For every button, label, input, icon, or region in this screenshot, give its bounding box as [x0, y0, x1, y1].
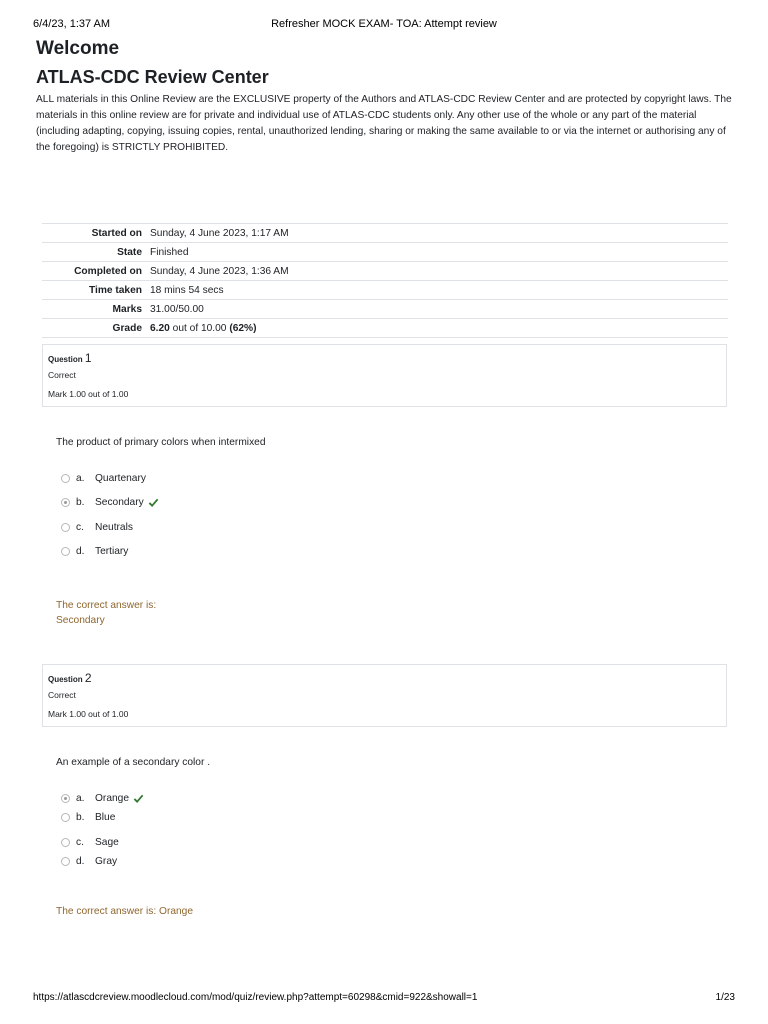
- radio-button[interactable]: [61, 813, 70, 822]
- grade-percent: (62%): [229, 322, 257, 334]
- summary-row-time: [42, 281, 728, 300]
- radio-button[interactable]: [61, 474, 70, 483]
- option-text: Sage: [95, 836, 119, 848]
- summary-row-started: [42, 224, 728, 243]
- question-num: 1: [84, 351, 92, 365]
- option-letter: b.: [76, 496, 85, 508]
- answer-option-b[interactable]: [61, 810, 115, 824]
- summary-label: Marks: [112, 303, 142, 315]
- question-mark: Mark 1.00 out of 1.00: [48, 709, 129, 719]
- summary-label: Completed on: [74, 265, 142, 277]
- summary-row-marks: [42, 300, 728, 319]
- answer-option-d[interactable]: [61, 854, 117, 868]
- attempt-summary-table: [42, 223, 728, 338]
- radio-button[interactable]: [61, 547, 70, 556]
- summary-label: Time taken: [88, 284, 142, 296]
- welcome-heading: Welcome: [36, 38, 120, 59]
- summary-value: Sunday, 4 June 2023, 1:17 AM: [150, 227, 289, 239]
- question-info-1: [42, 344, 727, 407]
- option-letter: a.: [76, 792, 85, 804]
- question-text: An example of a secondary color .: [56, 757, 211, 768]
- question-number: [48, 671, 92, 685]
- option-text: Neutrals: [95, 521, 133, 533]
- print-title: Refresher MOCK EXAM- TOA: Attempt review: [271, 18, 497, 30]
- option-text: Blue: [95, 811, 116, 823]
- summary-label: State: [117, 246, 142, 258]
- answer-option-b[interactable]: [61, 495, 159, 509]
- option-text: Tertiary: [95, 545, 129, 557]
- question-state: Correct: [48, 690, 76, 700]
- option-letter: d.: [76, 545, 85, 557]
- question-label: Question: [48, 675, 83, 684]
- summary-value: 18 mins 54 secs: [150, 284, 224, 296]
- summary-label: Grade: [112, 322, 142, 334]
- option-text: Quartenary: [95, 472, 146, 484]
- question-info-2: [42, 664, 727, 727]
- check-icon: [133, 793, 144, 804]
- option-text: Gray: [95, 855, 118, 867]
- answer-option-a[interactable]: [61, 471, 146, 485]
- question-num: 2: [84, 671, 92, 685]
- question-text: The product of primary colors when intermixed: [56, 437, 266, 448]
- option-letter: a.: [76, 472, 85, 484]
- grade-score: 6.20: [150, 322, 170, 334]
- radio-button-selected[interactable]: [61, 794, 70, 803]
- summary-value: 31.00/50.00: [150, 303, 204, 315]
- answer-option-c[interactable]: [61, 520, 133, 534]
- option-letter: d.: [76, 855, 85, 867]
- correct-answer-feedback: [56, 600, 156, 626]
- grade-out-of: out of 10.00: [169, 322, 230, 334]
- summary-row-grade: [42, 319, 728, 338]
- question-label: Question: [48, 355, 83, 364]
- option-letter: c.: [76, 521, 84, 533]
- question-mark: Mark 1.00 out of 1.00: [48, 389, 129, 399]
- radio-button[interactable]: [61, 857, 70, 866]
- summary-row-completed: [42, 262, 728, 281]
- print-date: 6/4/23, 1:37 AM: [33, 18, 111, 30]
- summary-value: [150, 319, 728, 338]
- summary-value: Finished: [150, 246, 189, 258]
- feedback-line: The correct answer is:: [56, 600, 157, 611]
- radio-button[interactable]: [61, 838, 70, 847]
- summary-value: Sunday, 4 June 2023, 1:36 AM: [150, 265, 289, 277]
- summary-label: Started on: [91, 227, 142, 239]
- option-letter: c.: [76, 836, 84, 848]
- correct-answer-feedback: The correct answer is: Orange: [56, 906, 194, 917]
- radio-button-selected[interactable]: [61, 498, 70, 507]
- page-number: 1/23: [715, 992, 735, 1003]
- option-text: Secondary: [95, 496, 144, 508]
- copyright-notice: ALL materials in this Online Review are the EXCLUSIVE property of the Authors and ATLAS-CDC Review Center and are protected by copyright laws. The materials in this online review are for private and individual use of ATLAS-CDC students only. Any other use of the whole or any part of the material (including adapting, copying, issuing copies, rental, unauthorized lending, sharing or making the same available to or via the internet or authorising any of the foregoing) is STRICTLY PROHIBITED.: [36, 94, 732, 153]
- center-name-heading: ATLAS-CDC Review Center: [36, 67, 269, 87]
- option-letter: b.: [76, 811, 85, 823]
- option-text: Orange: [95, 792, 129, 804]
- question-state: Correct: [48, 370, 76, 380]
- answer-option-d[interactable]: [61, 544, 128, 558]
- question-number: [48, 351, 92, 365]
- check-icon: [148, 497, 159, 508]
- answer-option-a[interactable]: [61, 791, 144, 805]
- radio-button[interactable]: [61, 523, 70, 532]
- summary-row-state: [42, 243, 728, 262]
- feedback-answer: Secondary: [56, 615, 105, 626]
- answer-option-c[interactable]: [61, 835, 119, 849]
- print-url: https://atlascdcreview.moodlecloud.com/mod/quiz/review.php?attempt=60298&cmid=922&showall=1: [33, 992, 478, 1003]
